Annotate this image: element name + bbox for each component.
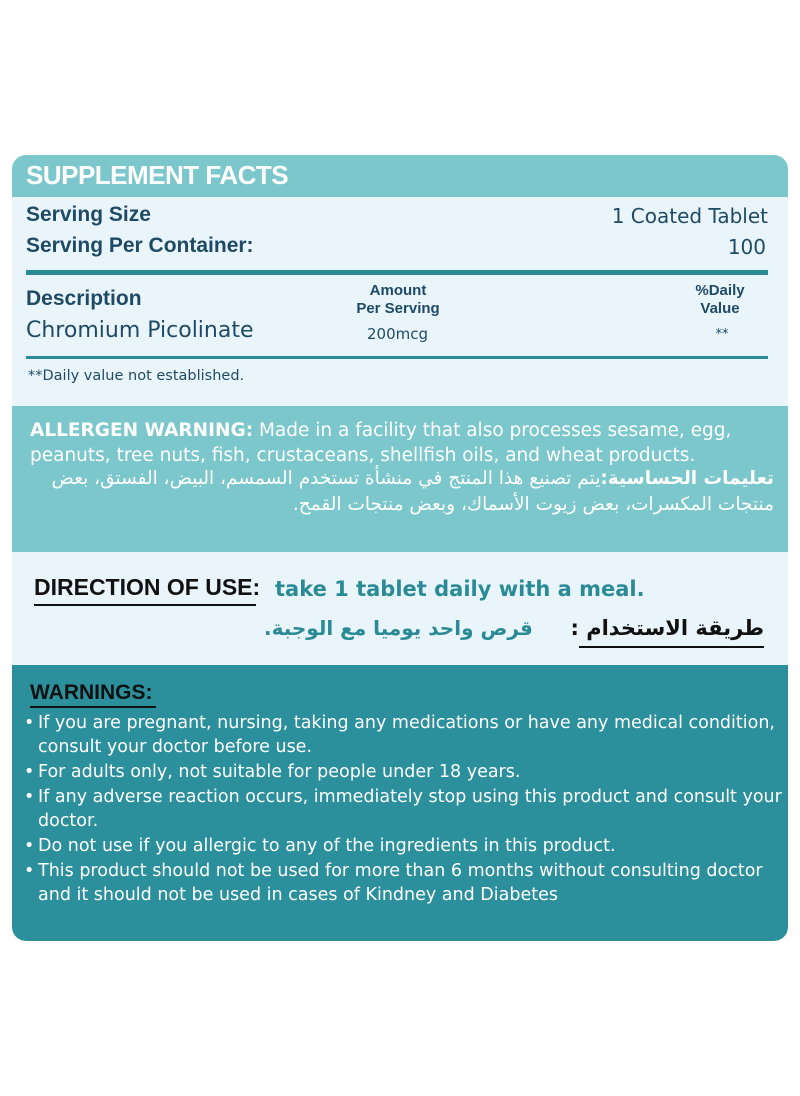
warning-item: • For adults only, not suitable for people under 18 years. [24,762,521,782]
warnings-list [22,711,782,908]
serving-size-label: Serving Size [26,203,151,226]
direction-label-ar-underline [579,646,764,648]
allergen-body-ar: يتم تصنيع هذا المنتج في منشأة تستخدم السمسم، البيض، الفستق، بعض منتجات المكسرات، بعض زيوت الأسماك، وبعض منتجات القمح. [51,468,774,515]
direction-text: take 1 tablet daily with a meal. [275,577,645,601]
warnings-title-underline [30,706,156,708]
bullet-icon: • [24,787,35,807]
warnings-title: WARNINGS: [30,681,153,704]
direction-text-ar: قرص واحد يوميا مع الوجبة. [264,616,533,640]
allergen-text-en [30,418,770,468]
serving-size-value: 1 Coated Tablet [611,204,768,228]
amount-header-line2: Per Serving [356,300,440,317]
bullet-icon: • [24,713,35,733]
allergen-label-ar: تعليمات الحساسية: [600,468,774,489]
direction-label-ar: طريقة الاستخدام : [570,616,764,640]
warning-item: • If any adverse reaction occurs, immediately stop using this product and consult your doctor. [24,787,782,831]
direction-label-underline [34,604,256,606]
allergen-text-ar [30,466,774,518]
daily-value-header-line1: %Daily [695,282,745,299]
facts-header [12,155,788,197]
thick-divider [26,270,768,275]
facts-table [12,197,788,406]
ingredient-amount: 200mcg [367,325,429,343]
amount-header-line1: Amount [369,282,427,299]
allergen-label: ALLERGEN WARNING: [30,420,254,441]
daily-value-header-line2: Value [700,300,740,317]
supplement-facts-panel [12,155,788,941]
warning-item: • If you are pregnant, nursing, taking any medications or have any medical condition, consult your doctor before use. [24,713,775,757]
warning-item: • This product should not be used for more than 6 months without consulting doctor and it should not be used in cases of Kindney and Diabetes [24,861,763,905]
warnings-section [12,665,788,941]
ingredient-name: Chromium Picolinate [26,318,254,343]
daily-value-footnote: **Daily value not established. [28,368,245,384]
facts-title: SUPPLEMENT FACTS [26,160,289,190]
allergen-warning [12,406,788,552]
bullet-icon: • [24,762,35,782]
direction-label: DIRECTION OF USE: [34,574,261,600]
warning-item: • Do not use if you allergic to any of the ingredients in this product. [24,836,616,856]
bullet-icon: • [24,861,35,881]
bullet-icon: • [24,836,35,856]
servings-per-container-value: 100 [727,235,766,259]
description-header: Description [26,287,142,310]
servings-per-container-label: Serving Per Container: [26,234,254,257]
allergen-body: Made in a facility that also processes sesame, egg, peanuts, tree nuts, fish, crustaceans, shellfish oils, and wheat products. [30,420,732,466]
ingredient-daily-value: ** [715,327,729,342]
direction-of-use [12,552,788,665]
thin-divider [26,356,768,359]
